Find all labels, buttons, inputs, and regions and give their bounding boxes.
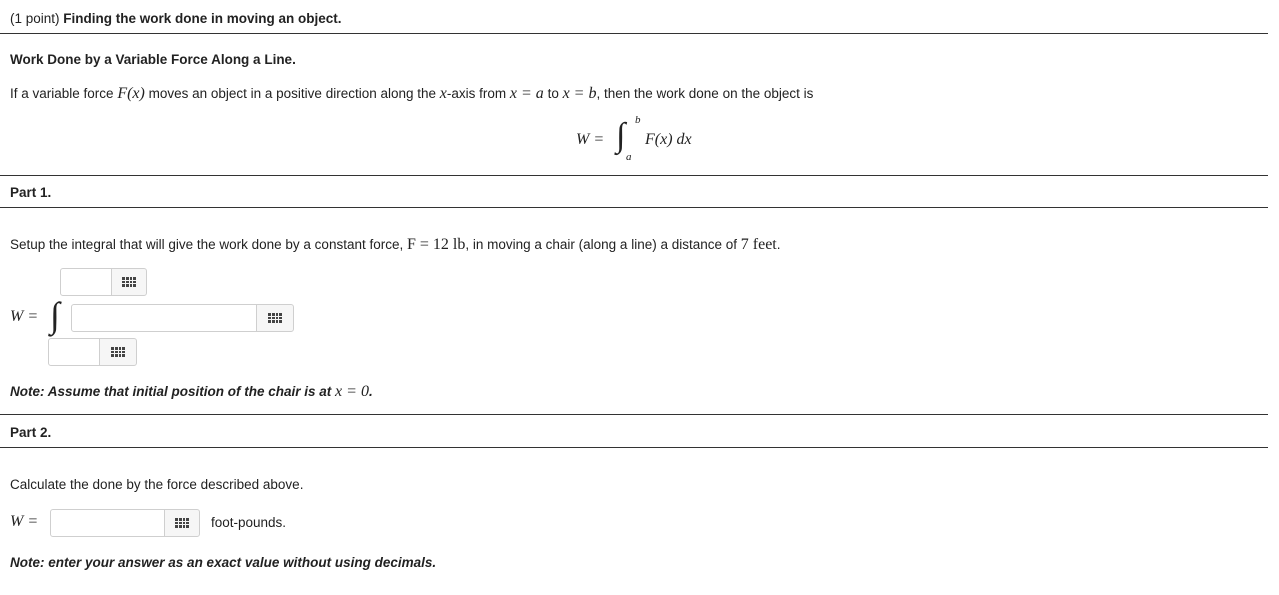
divider [0,414,1268,415]
upper-limit-input[interactable] [60,268,112,296]
x-math: x [439,85,447,102]
question-text-part: , in moving a chair (along a line) a distance of [465,237,741,252]
part2-question: Calculate the done by the force described above. [10,477,304,492]
part2-lhs: W = [10,513,39,530]
lower-limit-input[interactable] [48,338,100,366]
note-text: . [368,384,373,399]
note-math [335,383,369,400]
keypad-icon [268,313,282,323]
part2-label: Part 2. [10,425,52,440]
problem-title: Finding the work done in moving an object. [63,11,342,26]
divider [0,33,1268,34]
part2-note: Note: enter your answer as an exact value without using decimals. [10,555,437,570]
question-text-part: Setup the integral that will give the work done by a constant force, [10,237,407,252]
integral-sign: ∫ [616,117,626,154]
part1-label: Part 1. [10,185,52,200]
keypad-icon [122,277,136,287]
keypad-icon [111,347,125,357]
units-label: foot-pounds. [211,515,287,530]
force-math: F = 12 lb [406,236,466,253]
problem-header [10,11,342,26]
part1-lhs: W = [10,308,39,325]
divider [0,175,1268,176]
part1-question [10,236,781,254]
work-answer-input[interactable] [50,509,165,537]
distance-math: 7 feet [740,236,777,253]
x-equals-b-math: x = b [562,85,597,102]
keypad-icon [175,518,189,528]
integral-upper-limit: b [635,114,641,126]
intro-text-part: -axis from [446,86,510,101]
formula-integrand: F(x) dx [645,131,692,148]
intro-heading: Work Done by a Variable Force Along a Line. [10,52,296,67]
intro-text-part: , then the work done on the object is [596,86,814,101]
x-equals-a-math: x = a [509,85,544,102]
fx-math: F(x) [117,85,145,102]
intro-text-part: If a variable force [10,86,118,101]
integrand-input[interactable] [71,304,257,332]
divider [0,447,1268,448]
part1-note [10,383,373,401]
note-text: Note: Assume that initial position of the chair is at [10,384,336,399]
points-label: (1 point) [10,11,60,26]
intro-text [10,85,813,103]
intro-text-part: to [543,86,563,101]
formula-lhs: W = [576,131,605,148]
integral-lower-limit: a [626,151,632,163]
upper-limit-keypad-button[interactable] [111,268,147,296]
work-answer-keypad-button[interactable] [164,509,200,537]
intro-text-part: moves an object in a positive direction along the [144,86,440,101]
integrand-keypad-button[interactable] [256,304,294,332]
question-text-part: . [776,237,781,252]
divider [0,207,1268,208]
lower-limit-keypad-button[interactable] [99,338,137,366]
part1-integral-sign: ∫ [50,295,60,335]
note-math-text: x = 0 [335,383,369,400]
